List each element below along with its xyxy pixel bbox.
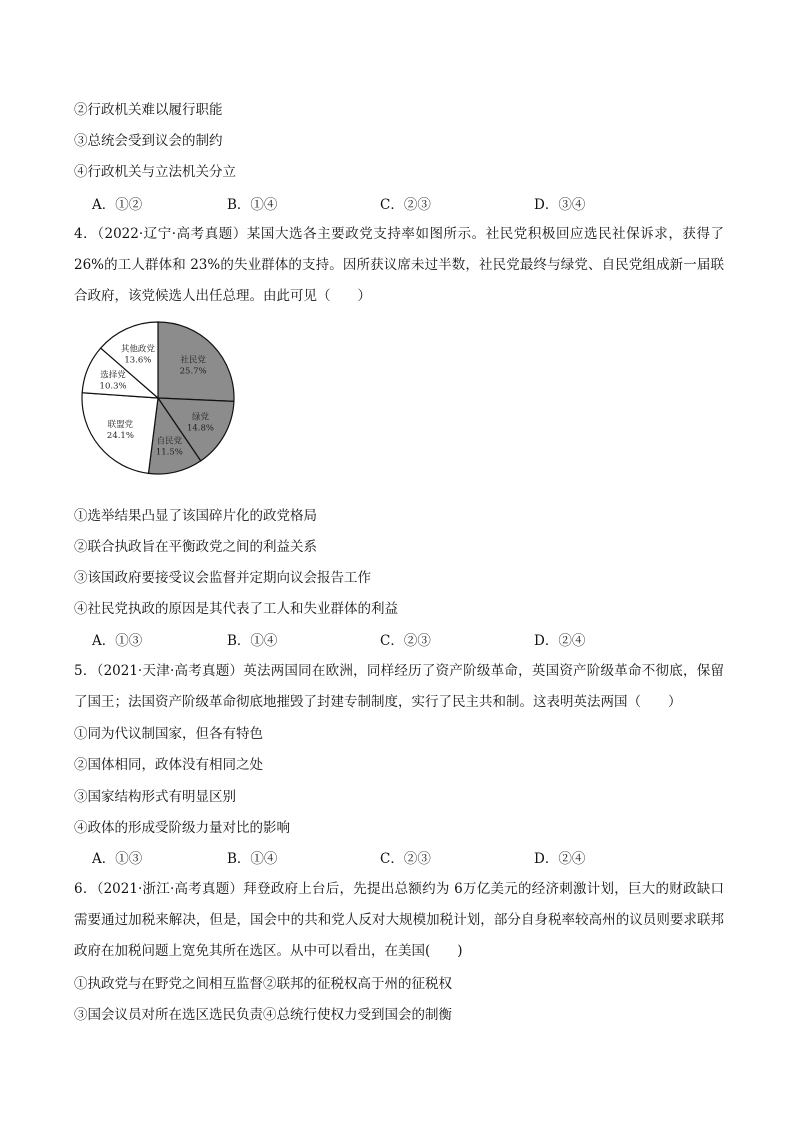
pie-slice-name-5: 其他政党 (120, 344, 155, 355)
pie-slice-value-1: 14.8% (186, 423, 214, 434)
party-support-pie-chart (76, 318, 244, 478)
pie-slice-name-0: 社民党 (180, 355, 206, 366)
q4-stem: 4．（2022·辽宁·高考真题）某国大选各主要政党支持率如图所示。社民党积极回应选民社保诉求，获得了 26%的工人群体和 23%的失业群体的支持。因所获议席未过半数，社民党最终与绿党、自民党组成新一届联合政府，该党候选人出任总理。由此可见（ ） (74, 226, 724, 304)
q3-option-d: D．③④ (534, 197, 586, 213)
q4-statement-2: ②联合执政旨在平衡政党之间的利益关系 (74, 539, 317, 555)
q5-options (92, 849, 712, 869)
q5-stem: 5．（2021·天津·高考真题）英法两国同在欧洲，同样经历了资产阶级革命，英国资产阶级革命不彻底，保留了国王；法国资产阶级革命彻底地摧毁了封建专制制度，实行了民主共和制。这表明英法两国（ ） (74, 663, 724, 710)
q5-statement-1: ①同为代议制国家，但各有特色 (74, 726, 263, 742)
q5-statement-2: ②国体相同，政体没有相同之处 (74, 757, 263, 773)
q5-option-a: A．①③ (92, 851, 143, 867)
q4-statement-4: ④社民党执政的原因是其代表了工人和失业群体的利益 (74, 601, 398, 617)
pie-slice-value-5: 13.6% (124, 355, 152, 366)
q4-statement-1: ①选举结果凸显了该国碎片化的政党格局 (74, 508, 317, 524)
q5-statement-3: ③国家结构形式有明显区别 (74, 789, 236, 805)
q3-option-c: C．②③ (380, 197, 431, 213)
q4-option-a: A．①③ (92, 633, 143, 649)
pie-slice-name-2: 自民党 (156, 436, 183, 447)
pie-slice-name-3: 联盟党 (107, 419, 134, 430)
q4-option-b: B．①④ (227, 633, 278, 649)
q3-statement-3: ③总统会受到议会的制约 (74, 133, 223, 149)
q4-statement-3: ③该国政府要接受议会监督并定期向议会报告工作 (74, 570, 371, 586)
q4-option-d: D．②④ (534, 633, 586, 649)
q3-options (92, 195, 712, 215)
pie-slice-value-2: 11.5% (155, 447, 183, 458)
q5-option-c: C．②③ (380, 851, 431, 867)
pie-slice-value-3: 24.1% (106, 430, 134, 441)
q3-option-a: A．①② (92, 197, 143, 213)
q3-option-b: B．①④ (227, 197, 278, 213)
q4-option-c: C．②③ (380, 633, 431, 649)
pie-slice-name-4: 选择党 (100, 370, 126, 381)
pie-slice-value-4: 10.3% (99, 381, 127, 392)
q3-statement-2: ②行政机关难以履行职能 (74, 102, 223, 118)
q5-option-b: B．①④ (227, 851, 278, 867)
pie-slice-value-0: 25.7% (179, 366, 207, 377)
q6-statement-1-2: ①执政党与在野党之间相互监督②联邦的征税权高于州的征税权 (74, 976, 452, 992)
q5-statement-4: ④政体的形成受阶级力量对比的影响 (74, 820, 290, 836)
pie-slice-name-1: 绿党 (191, 412, 209, 423)
q6-stem: 6．（2021·浙江·高考真题）拜登政府上台后，先提出总额约为 6万亿美元的经济刺激计划，巨大的财政缺口需要通过加税来解决，但是，国会中的共和党人反对大规模加税计划，部分自身税率较高州的议员则要求联邦政府在加税问题上宽免其所在选区。从中可以看出，在美国( ) (74, 881, 724, 959)
q3-statement-4: ④行政机关与立法机关分立 (74, 164, 236, 180)
q5-option-d: D．②④ (534, 851, 586, 867)
q4-options (92, 631, 712, 651)
q6-statement-3-4: ③国会议员对所在选区选民负责④总统行使权力受到国会的制衡 (74, 1007, 452, 1023)
